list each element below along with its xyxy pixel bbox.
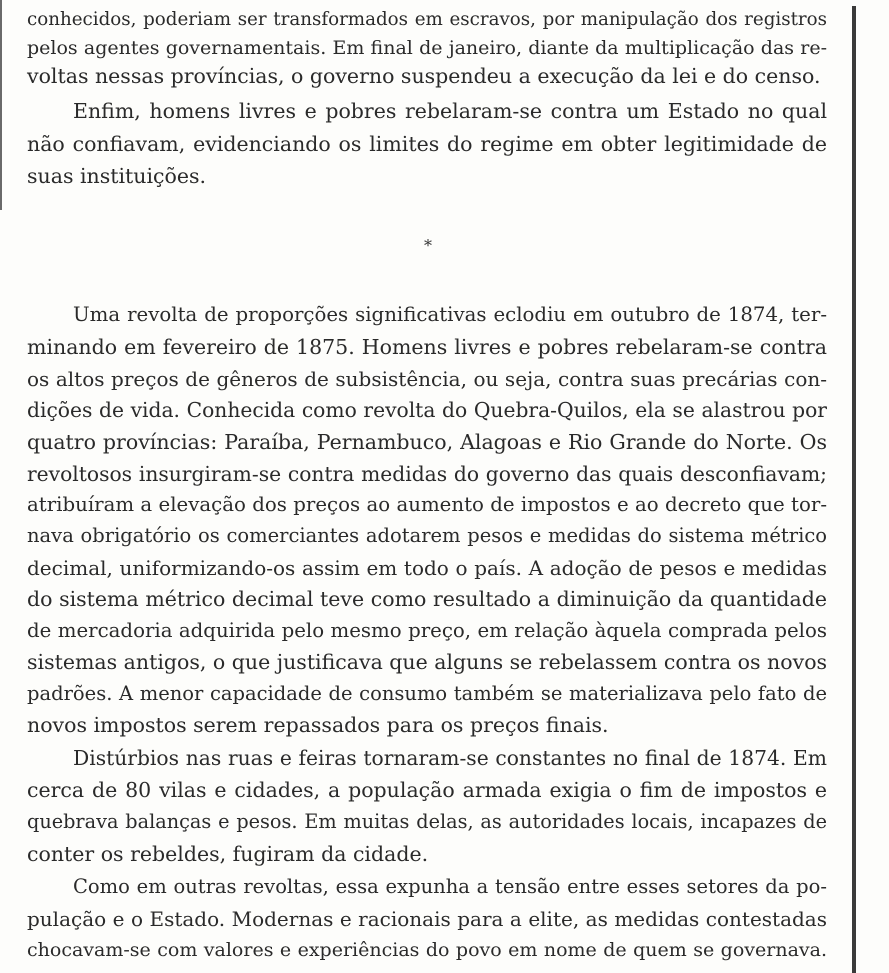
text-line: suas instituições.	[27, 164, 207, 188]
text-line: revoltosos insurgiram-se contra medidas do governo das quais desconfiavam;	[27, 462, 827, 486]
text-line: conter os rebeldes, fugiram da cidade.	[27, 842, 429, 866]
text-line: novos impostos serem repassados para os preços finais.	[27, 713, 609, 737]
right-margin-rule	[852, 6, 856, 973]
text-line: pelos agentes governamentais. Em final de janeiro, diante da multiplicação das re-	[27, 37, 827, 59]
text-line: pulação e o Estado. Modernas e racionais para a elite, as medidas contestadas	[27, 907, 827, 931]
text-line: não confiavam, evidenciando os limites do regime em obter legitimidade de	[27, 132, 827, 156]
text-line: Distúrbios nas ruas e feiras tornaram-se constantes no final de 1874. Em	[73, 746, 827, 770]
text-line: minando em fevereiro de 1875. Homens livres e pobres rebelaram-se contra	[27, 335, 827, 359]
text-line: do sistema métrico decimal teve como resultado a diminuição da quantidade	[27, 587, 827, 611]
text-line: padrões. A menor capacidade de consumo também se materializava pelo fato de	[27, 682, 827, 705]
text-line: Uma revolta de proporções significativas eclodiu em outubro de 1874, ter-	[73, 303, 827, 326]
text-line: de mercadoria adquirida pelo mesmo preço, em relação àquela comprada pelos	[27, 619, 827, 642]
text-line: chocavam-se com valores e experiências do povo em nome de quem se governava.	[27, 939, 827, 961]
section-separator: *	[424, 236, 432, 255]
text-line: cerca de 80 vilas e cidades, a população armada exigia o fim de impostos e	[27, 778, 827, 802]
text-line: nava obrigatório os comerciantes adotarem pesos e medidas do sistema métrico	[27, 524, 827, 547]
text-line: Enfim, homens livres e pobres rebelaram-se contra um Estado no qual	[73, 99, 827, 123]
text-line: quebrava balanças e pesos. Em muitas delas, as autoridades locais, incapazes de	[27, 810, 827, 833]
text-line: voltas nessas províncias, o governo suspendeu a execução da lei e do censo.	[27, 64, 821, 88]
text-line: Como em outras revoltas, essa expunha a tensão entre esses setores da po-	[73, 875, 827, 898]
text-line: os altos preços de gêneros de subsistência, ou seja, contra suas precárias con-	[27, 367, 827, 391]
text-line: dições de vida. Conhecida como revolta do Quebra-Quilos, ela se alastrou por	[27, 398, 827, 422]
text-line: quatro províncias: Paraíba, Pernambuco, Alagoas e Rio Grande do Norte. Os	[27, 430, 827, 454]
text-line: conhecidos, poderiam ser transformados em escravos, por manipulação dos registros	[27, 9, 827, 30]
text-line: atribuíram a elevação dos preços ao aumento de impostos e ao decreto que tor-	[27, 493, 827, 516]
text-line: sistemas antigos, o que justificava que alguns se rebelassem contra os novos	[27, 650, 828, 674]
left-edge-rule	[0, 0, 2, 210]
text-line: decimal, uniformizando-os assim em todo o país. A adoção de pesos e medidas	[27, 556, 827, 580]
